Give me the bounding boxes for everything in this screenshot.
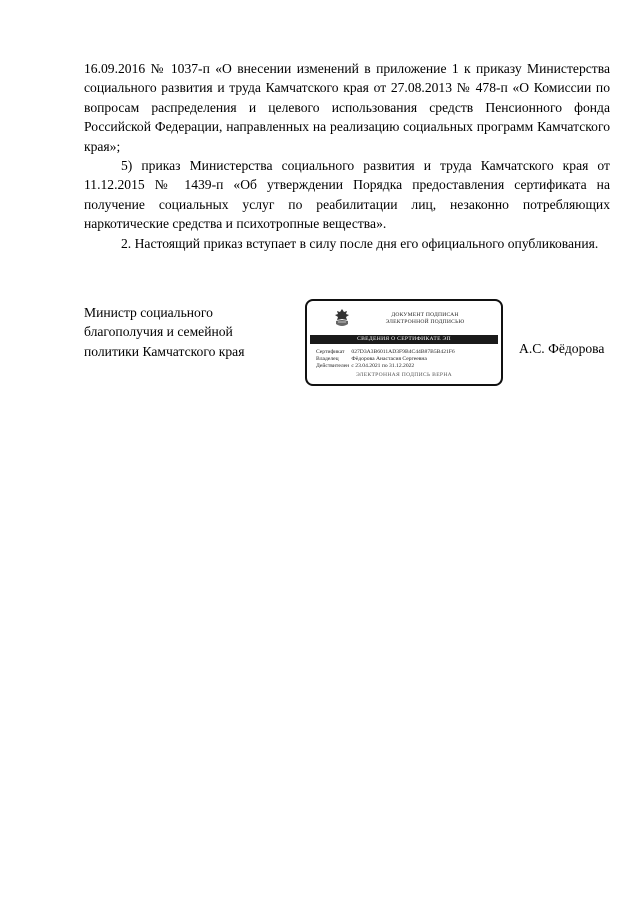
stamp-row-validity [316, 363, 414, 370]
electronic-signature-stamp [305, 299, 503, 386]
stamp-row-value: 027D3A3B6011AD3F9B4C44B87B5B421F6 [351, 349, 455, 355]
stamp-row-value: с 23.04.2021 по 31.12.2022 [351, 363, 415, 369]
signatory-title-line: политики Камчатского края [84, 343, 245, 359]
paragraph-continuation: 16.09.2016 № 1037-п «О внесении изменений в приложение 1 к приказу Министерства социального развития и труда Камчатского края от 27.08.2013 № 478-п «О Комиссии по вопросам распределения и целевого использования средств Пенсионного фонда Российской Федерации, направленных на реализацию социальных программ Камчатского края»; [84, 61, 610, 154]
stamp-header-line: ЭЛЕКТРОННОЙ ПОДПИСЬЮ [385, 319, 465, 325]
signatory-name: А.С. Фёдорова [519, 341, 605, 356]
stamp-row-key: Действителен [316, 363, 350, 369]
paragraph-effective: 2. Настоящий приказ вступает в силу после дня его официального опубликования. [121, 235, 599, 251]
stamp-header-line: ДОКУМЕНТ ПОДПИСАН [391, 312, 459, 318]
document-body [84, 59, 610, 253]
signatory-title-line: Министр социального [84, 305, 213, 320]
stamp-row-key: Сертификат [316, 349, 345, 355]
stamp-header [365, 312, 485, 326]
stamp-row-certificate [316, 349, 455, 356]
stamp-row-value: Фёдорова Анастасия Сергеевна [351, 356, 427, 362]
stamp-row-key: Владелец [316, 356, 339, 362]
signatory-title-line: благополучия и семейной [84, 324, 233, 340]
signatory-title [84, 303, 284, 361]
stamp-certificate-bar: СВЕДЕНИЯ О СЕРТИФИКАТЕ ЭП [310, 335, 498, 344]
paragraph-item-5: 5) приказ Министерства социального развития и труда Камчатского края от 11.12.2015 № 1439-п «Об утверждении Порядка предоставления сертификата на получение социальных услуг по реабилитации лиц, незаконно потребляющих наркотические средства и психотропные вещества». [84, 158, 610, 232]
coat-of-arms-icon [333, 308, 351, 328]
stamp-footer: ЭЛЕКТРОННАЯ ПОДПИСЬ ВЕРНА [355, 372, 453, 378]
stamp-row-owner [316, 356, 427, 363]
